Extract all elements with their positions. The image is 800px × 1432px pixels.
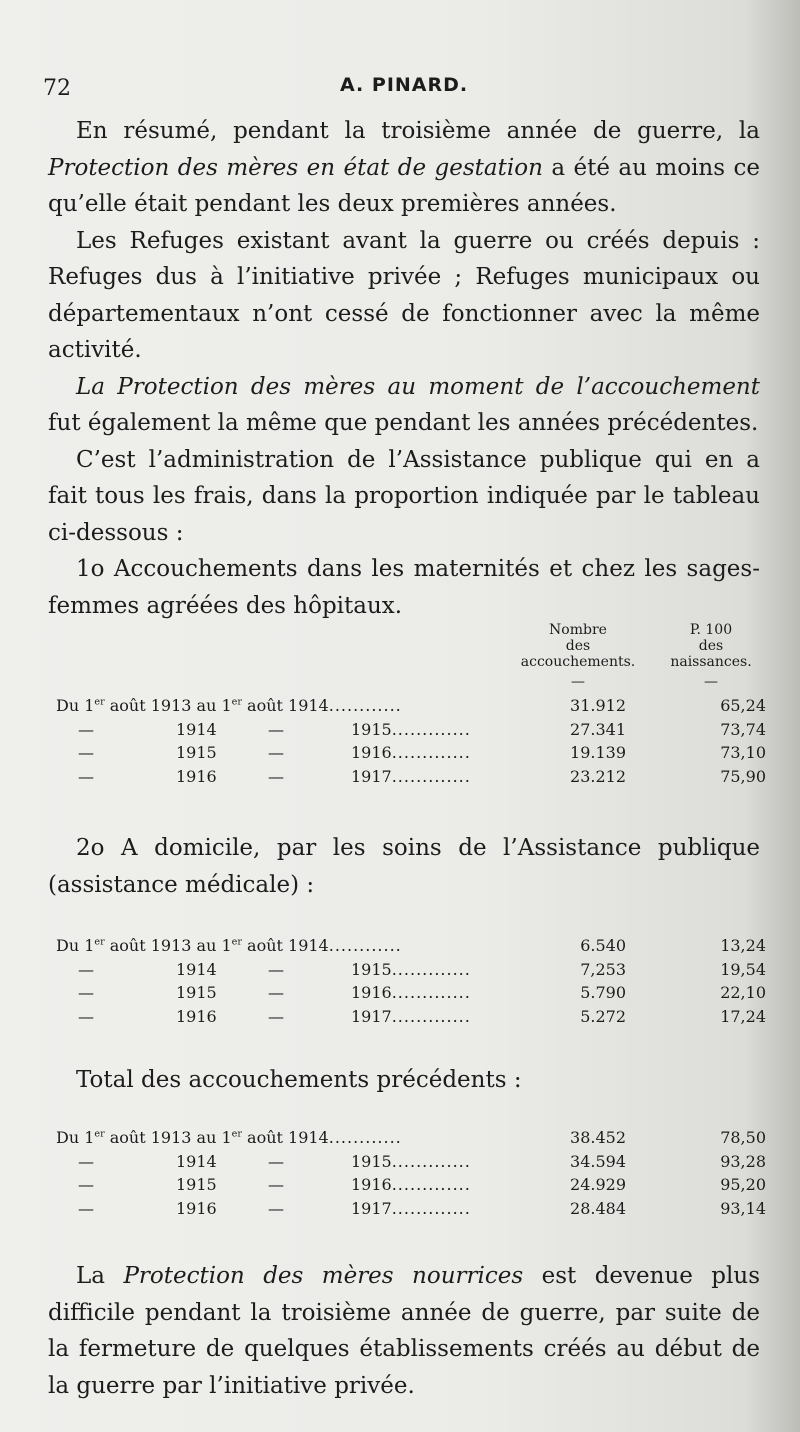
- leader-dots: .............: [391, 1198, 471, 1218]
- table-row: [56, 718, 768, 742]
- column-header-accouchements: [508, 622, 648, 670]
- header-line: des: [698, 638, 724, 654]
- cell-p100: 19,54: [720, 959, 766, 979]
- year-to: [351, 958, 471, 982]
- ditto-dash: —: [268, 719, 284, 739]
- ditto-dash: —: [78, 743, 94, 762]
- label-sup: er: [94, 1128, 105, 1140]
- paragraph-resume: [48, 113, 760, 223]
- paragraph-refuges: Les Refuges existant avant la guerre ou créés depuis : Refuges dus à l’initiative privée ; Refuges municipaux ou départementaux n’ont cessé de fonctionner avec la même activité.: [48, 227, 760, 363]
- year-to: [351, 765, 471, 789]
- year-from: 1915: [176, 983, 217, 1002]
- cell-p100: 93,28: [720, 1151, 766, 1171]
- cell-p100: 73,74: [720, 719, 766, 739]
- label-sup: er: [94, 936, 105, 948]
- paragraph-nourrices: [48, 1258, 760, 1404]
- year-from: 1916: [176, 1006, 217, 1026]
- year-to: [351, 718, 471, 742]
- leader-dots: .............: [391, 983, 471, 1002]
- year-to: [351, 1173, 471, 1197]
- page-number: 72: [43, 76, 71, 101]
- table-row: [56, 1005, 768, 1029]
- cell-accouchements: 19.139: [570, 743, 626, 762]
- paragraph-domicile: 2o A domicile, par les soins de l’Assistance publique (assistance médicale) :: [48, 835, 760, 898]
- cell-p100: 65,24: [720, 696, 766, 715]
- cell-accouchements: 34.594: [570, 1151, 626, 1171]
- header-dash: —: [571, 674, 585, 690]
- year-from: 1916: [176, 766, 217, 786]
- text-block-intro: [48, 113, 760, 624]
- year-to: [351, 1005, 471, 1029]
- header-line: P. 100: [689, 622, 733, 638]
- header-line: accouchements.: [520, 654, 636, 670]
- paragraph-italic: La Protection des mères au moment de l’accouchement: [76, 373, 760, 400]
- paragraph-text: fut également la même que pendant les années précédentes.: [48, 410, 759, 436]
- cell-p100: 93,14: [720, 1198, 766, 1218]
- cell-p100: 75,90: [720, 766, 766, 786]
- header-line: Nombre: [549, 622, 607, 638]
- label-sup: er: [231, 936, 242, 948]
- ditto-dash: —: [78, 1006, 94, 1026]
- paragraph-total: Total des accouchements précédents :: [76, 1067, 522, 1093]
- leader-dots: ............: [328, 696, 402, 715]
- table-row: [56, 1150, 768, 1174]
- cell-accouchements: 5.272: [580, 1006, 626, 1026]
- leader-dots: .............: [391, 1175, 471, 1194]
- year-from: 1914: [176, 719, 217, 739]
- leader-dots: ............: [328, 936, 402, 955]
- ditto-dash: —: [268, 959, 284, 979]
- year-from: 1914: [176, 959, 217, 979]
- ditto-dash: —: [268, 983, 284, 1002]
- paragraph-text: a été au moins ce qu’elle était pendant les deux premières années.: [48, 154, 760, 217]
- ditto-dash: —: [268, 1151, 284, 1171]
- cell-accouchements: 38.452: [570, 1128, 626, 1147]
- table-row: [56, 694, 768, 718]
- table-total: [56, 1126, 768, 1220]
- cell-p100: 73,10: [720, 743, 766, 762]
- cell-accouchements: 27.341: [570, 719, 626, 739]
- text-block-domicile: [48, 830, 760, 903]
- row-label: [56, 1126, 402, 1150]
- label-part: Du 1: [56, 936, 95, 955]
- year-to: [351, 981, 471, 1005]
- ditto-dash: —: [78, 983, 94, 1002]
- cell-p100: 95,20: [720, 1175, 766, 1194]
- year-from: 1915: [176, 743, 217, 762]
- leader-dots: .............: [391, 1006, 471, 1026]
- label-part: août 1914: [241, 696, 329, 715]
- label-part: Du 1: [56, 1128, 95, 1147]
- ditto-dash: —: [78, 719, 94, 739]
- ditto-dash: —: [78, 1198, 94, 1218]
- label-part: août 1914: [241, 936, 329, 955]
- label-part: août 1914: [241, 1128, 329, 1147]
- label-sup: er: [231, 1128, 242, 1140]
- cell-p100: 78,50: [720, 1128, 766, 1147]
- ditto-dash: —: [268, 1175, 284, 1194]
- table-row: [56, 1173, 768, 1197]
- leader-dots: .............: [391, 959, 471, 979]
- leader-dots: ............: [328, 1128, 402, 1147]
- label-part: août 1913 au 1: [104, 936, 232, 955]
- year-from: 1915: [176, 1175, 217, 1194]
- year-to-value: 1917: [351, 1198, 392, 1218]
- paragraph-italic: Protection des mères en état de gestation: [48, 154, 543, 181]
- year-to: [351, 1197, 471, 1221]
- header-line: naissances.: [670, 654, 752, 670]
- table-row: [56, 934, 768, 958]
- ditto-dash: —: [268, 766, 284, 786]
- year-to-value: 1917: [351, 1006, 392, 1026]
- leader-dots: .............: [391, 719, 471, 739]
- ditto-dash: —: [78, 1151, 94, 1171]
- table-row: [56, 765, 768, 789]
- table-maternites: [56, 622, 768, 788]
- leader-dots: .............: [391, 1151, 471, 1171]
- year-to-value: 1915: [351, 1151, 392, 1171]
- ditto-dash: —: [78, 1175, 94, 1194]
- cell-accouchements: 28.484: [570, 1198, 626, 1218]
- year-to: [351, 741, 471, 765]
- ditto-dash: —: [268, 743, 284, 762]
- table-column-headers: [56, 622, 768, 688]
- paragraph-italic: Protection des mères nourrices: [123, 1263, 524, 1289]
- cell-p100: 13,24: [720, 936, 766, 955]
- table-domicile: [56, 934, 768, 1028]
- year-to-value: 1915: [351, 959, 392, 979]
- leader-dots: .............: [391, 743, 471, 762]
- cell-accouchements: 23.212: [570, 766, 626, 786]
- label-part: août 1913 au 1: [104, 696, 232, 715]
- cell-accouchements: 6.540: [580, 936, 626, 955]
- row-label: [56, 934, 402, 958]
- row-label: [56, 694, 402, 718]
- header-dash: —: [704, 674, 718, 690]
- leader-dots: .............: [391, 766, 471, 786]
- table-row: [56, 1126, 768, 1150]
- year-to-value: 1916: [351, 983, 392, 1002]
- paragraph-maternites: 1o Accouchements dans les maternités et chez les sages-femmes agréées des hôpitaux.: [48, 556, 760, 619]
- paragraph-text: En résumé, pendant la troisième année de guerre, la: [76, 118, 760, 144]
- paragraph-accouchement: [48, 369, 760, 442]
- paragraph-administration: C’est l’administration de l’Assistance publique qui en a fait tous les frais, dans la proportion indiquée par le tableau ci-dessous :: [48, 446, 760, 546]
- year-from: 1914: [176, 1151, 217, 1171]
- ditto-dash: —: [268, 1006, 284, 1026]
- year-to-value: 1916: [351, 743, 392, 762]
- table-row: [56, 958, 768, 982]
- cell-accouchements: 5.790: [580, 983, 626, 1002]
- year-to-value: 1916: [351, 1175, 392, 1194]
- cell-p100: 17,24: [720, 1006, 766, 1026]
- paragraph-text: est devenue plus difficile pendant la troisième année de guerre, par suite de la fermeture de quelques établissements créés au début de la guerre par l’initiative privée.: [48, 1263, 761, 1399]
- year-to-value: 1915: [351, 719, 392, 739]
- cell-p100: 22,10: [720, 983, 766, 1002]
- table-row: [56, 1197, 768, 1221]
- year-to: [351, 1150, 471, 1174]
- ditto-dash: —: [268, 1198, 284, 1218]
- ditto-dash: —: [78, 766, 94, 786]
- label-part: Du 1: [56, 696, 95, 715]
- column-header-naissances: [656, 622, 766, 670]
- year-to-value: 1917: [351, 766, 392, 786]
- running-head: A. PINARD.: [340, 74, 469, 96]
- label-part: août 1913 au 1: [104, 1128, 232, 1147]
- label-sup: er: [94, 696, 105, 708]
- cell-accouchements: 24.929: [570, 1175, 626, 1194]
- table-row: [56, 981, 768, 1005]
- table-row: [56, 741, 768, 765]
- label-sup: er: [231, 696, 242, 708]
- text-block-nourrices: [48, 1258, 760, 1404]
- cell-accouchements: 31.912: [570, 696, 626, 715]
- year-from: 1916: [176, 1198, 217, 1218]
- header-line: des: [565, 638, 591, 654]
- cell-accouchements: 7,253: [580, 959, 626, 979]
- ditto-dash: —: [78, 959, 94, 979]
- page-header: [0, 70, 800, 104]
- paragraph-text: La: [76, 1263, 124, 1289]
- text-block-total: [48, 1062, 760, 1099]
